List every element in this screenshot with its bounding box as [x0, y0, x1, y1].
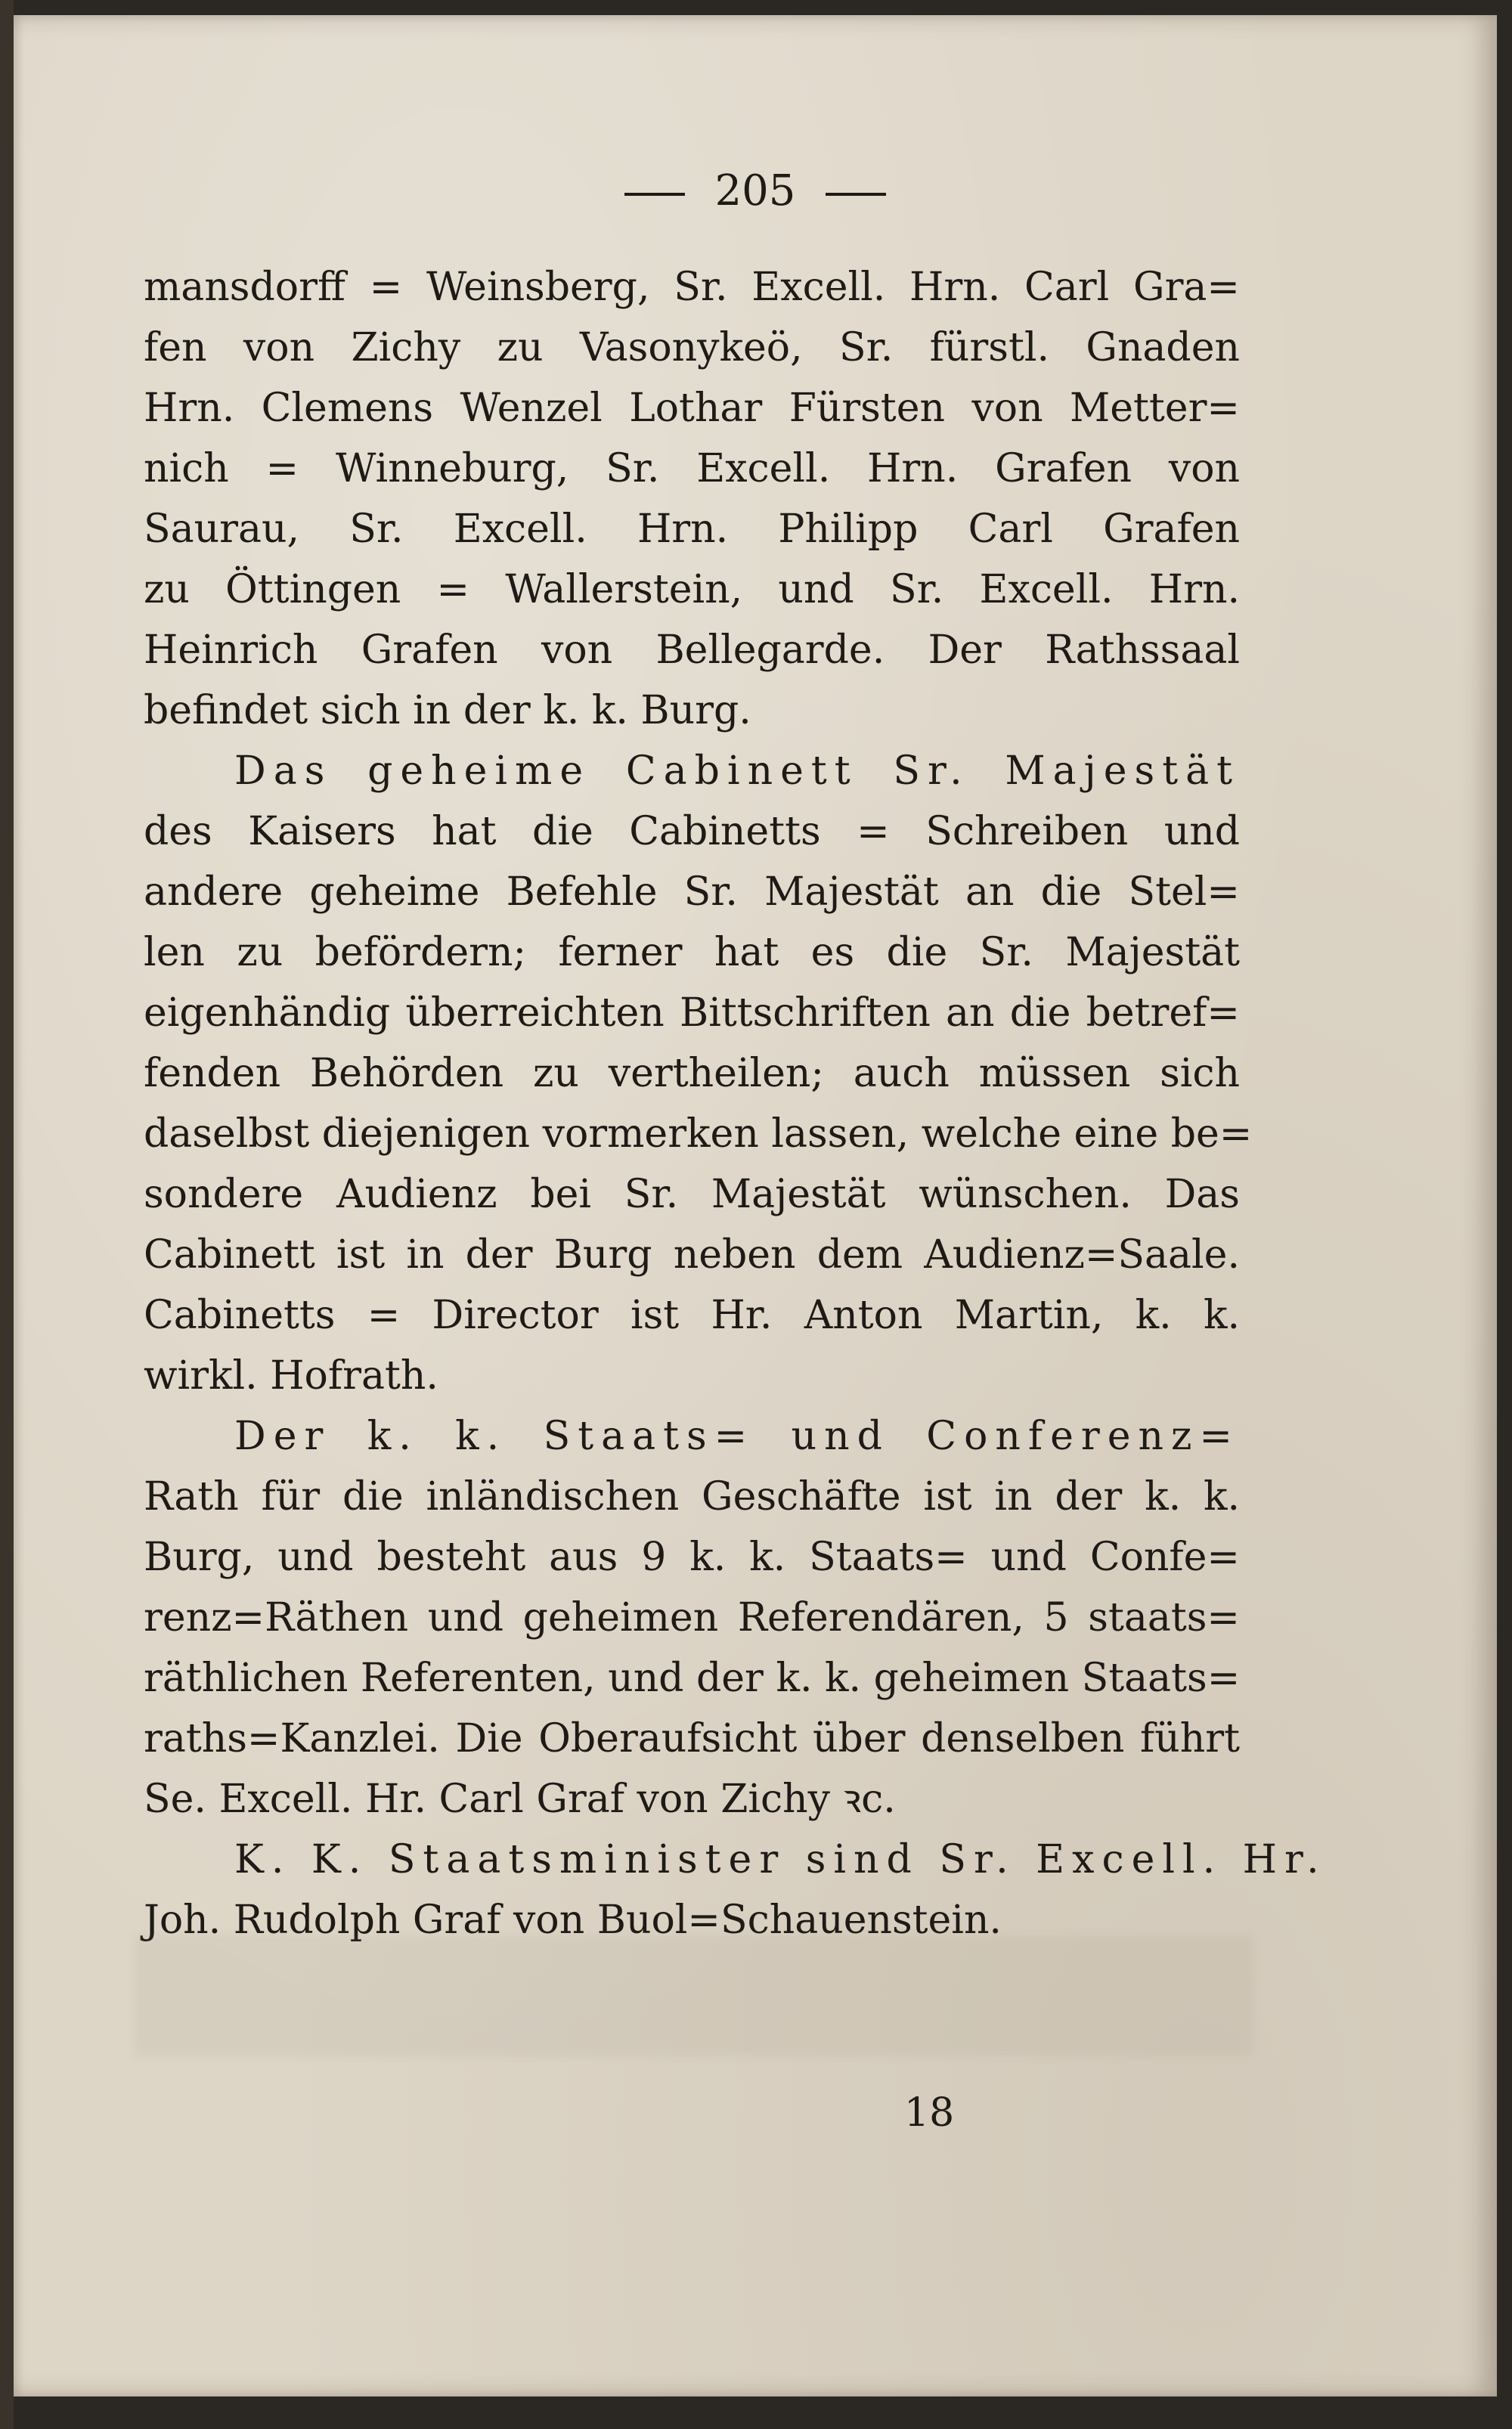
text-line: Joh. Rudolph Graf von Buol=Schauenstein. [144, 1898, 1002, 1943]
text-line: wirkl. Hofrath. [144, 1353, 438, 1399]
text-line: Hrn. Clemens Wenzel Lothar Fürsten von Metter= [144, 386, 1240, 431]
book-page [14, 15, 1497, 2396]
header-dash-right [826, 193, 886, 196]
text-line: Das geheime Cabinett Sr. Majestät [234, 748, 1240, 794]
signature-mark: 18 [904, 2090, 955, 2136]
paper-stain [135, 1935, 1253, 2056]
text-line: K. K. Staatsminister sind Sr. Excell. Hr. [234, 1837, 1327, 1882]
text-line: befindet sich in der k. k. Burg. [144, 688, 751, 733]
text-line: räthlichen Referenten, und der k. k. geheimen Staats= [144, 1656, 1241, 1701]
body-text [144, 257, 1327, 1950]
book-spine-edge [0, 0, 14, 2429]
text-line: fen von Zichy zu Vasonykeö, Sr. fürstl. Gnaden [144, 325, 1240, 370]
text-line: des Kaisers hat die Cabinetts = Schreiben und [144, 809, 1240, 854]
page-number: 205 [714, 166, 796, 215]
text-line: renz=Räthen und geheimen Referendären, 5 staats= [144, 1595, 1240, 1641]
text-line: Saurau, Sr. Excell. Hrn. Philipp Carl Grafen [144, 507, 1240, 552]
text-line: fenden Behörden zu vertheilen; auch müssen sich [144, 1051, 1240, 1096]
text-line: Burg, und besteht aus 9 k. k. Staats= und Confe= [144, 1535, 1240, 1580]
text-line: Se. Excell. Hr. Carl Graf von Zichy ꝛc. [144, 1777, 896, 1822]
header-dash-left [624, 193, 685, 196]
text-line: zu Öttingen = Wallerstein, und Sr. Excell. Hrn. [144, 567, 1240, 612]
text-line: sondere Audienz bei Sr. Majestät wünschen. Das [144, 1172, 1240, 1217]
text-line: len zu befördern; ferner hat es die Sr. Majestät [144, 930, 1240, 975]
text-line: mansdorff = Weinsberg, Sr. Excell. Hrn. Carl Gra= [144, 265, 1240, 310]
text-line: eigenhändig überreichten Bittschriften an die betref= [144, 990, 1240, 1036]
page-header [14, 166, 1497, 215]
text-line: andere geheime Befehle Sr. Majestät an die Stel= [144, 869, 1240, 915]
text-line: Heinrich Grafen von Bellegarde. Der Rathssaal [144, 627, 1240, 673]
text-line: Der k. k. Staats= und Conferenz= [234, 1414, 1240, 1459]
text-line: Cabinetts = Director ist Hr. Anton Martin, k. k. [144, 1293, 1240, 1338]
text-line: nich = Winneburg, Sr. Excell. Hrn. Grafen von [144, 446, 1240, 491]
text-line: raths=Kanzlei. Die Oberaufsicht über denselben führt [144, 1716, 1240, 1761]
text-line: Rath für die inländischen Geschäfte ist in der k. k. [144, 1474, 1240, 1520]
text-line: daselbst diejenigen vormerken lassen, welche eine be= [144, 1111, 1253, 1157]
text-line: Cabinett ist in der Burg neben dem Audienz=Saale. [144, 1232, 1240, 1278]
